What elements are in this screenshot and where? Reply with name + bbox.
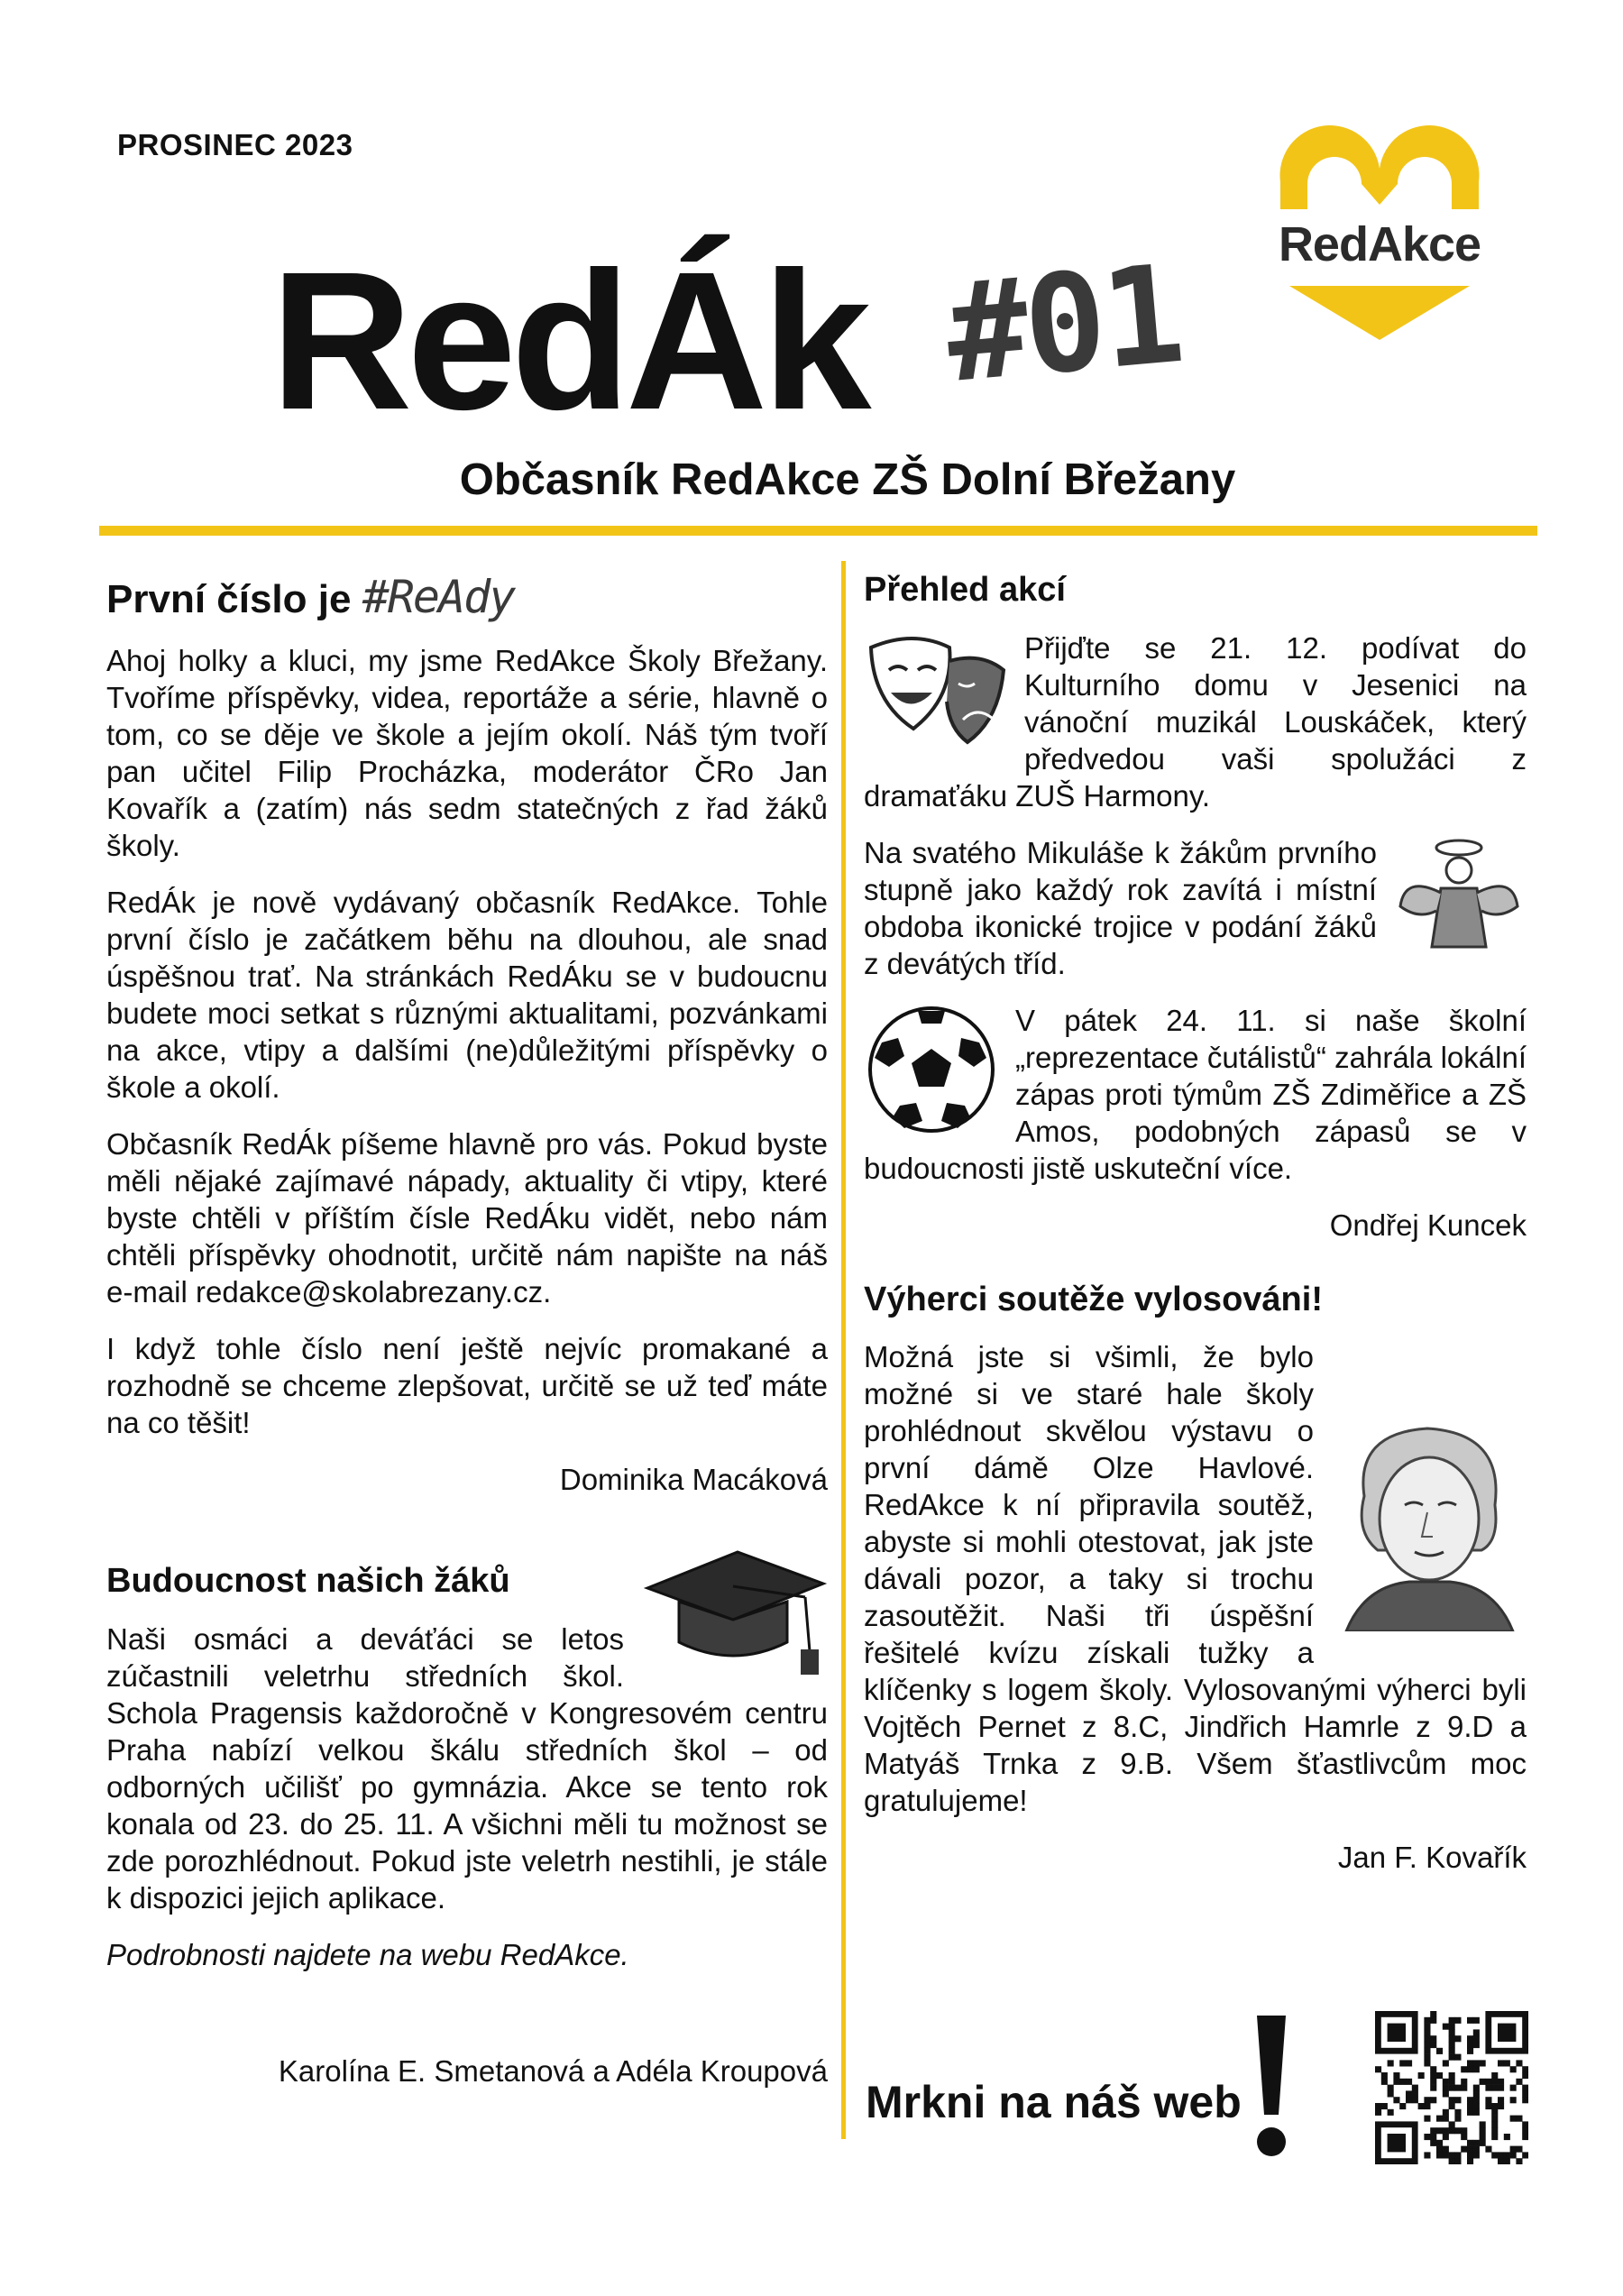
paragraph: Naši osmáci a deváťáci se letos zúčastnili veletrhu středních škol. Schola Pragensis každoročně v Kongresovém centru Praha nabízí velkou škálu středních škol – od odborných učilišť po gymnázia. Akce se tento rok konala od 23. do 25. 11. A všichni měli tu možnost se zde porozhlédnout. Pokud jste veletrh nestihli, je stále k dispozici jejich aplikace. xyxy=(106,1621,828,1915)
web-note: Podrobnosti najdete na webu RedAkce. xyxy=(106,1937,629,1971)
olga-havlova-portrait xyxy=(1328,1415,1527,1639)
ready-handwritten: #ReAdy xyxy=(362,571,515,623)
author-signature: Jan F. Kovařík xyxy=(1337,1841,1527,1875)
header-divider xyxy=(99,526,1537,536)
paragraph: Na svatého Mikuláše k žákům prvního stupně jako každý rok zavítá i místní obdoba ikonické trojice v podání žáků z devátých tříd. xyxy=(864,835,1377,980)
subtitle: Občasník RedAkce ZŠ Dolní Břežany xyxy=(459,455,1236,504)
paragraph: Občasník RedÁk píšeme hlavně pro vás. Pokud byste měli nějaké zajímavé nápady, aktuality či vtipy, které byste chtěli v příštím čísle RedÁku vidět, nebo nám chtěli příspěvky ohodnotit, určitě nám napište na náš e-mail redakce@skolabrezany.cz. xyxy=(106,1127,828,1309)
paragraph: Ahoj holky a kluci, my jsme RedAkce Školy Břežany. Tvoříme příspěvky, videa, reportáže a série, hlavně o tom, co se děje ve škole a jejím okolí. Náš tým tvoří pan učitel Filip Procházka, moderátor ČRo Jan Kovařík a (zatím) nás sedm statečných z řad žáků školy. xyxy=(106,644,828,862)
graduation-cap-icon xyxy=(638,1543,828,1686)
issue-number: #01 xyxy=(940,236,1187,413)
article-title-future: Budoucnost našich žáků xyxy=(106,1562,510,1600)
author-signature: Karolína E. Smetanová a Adéla Kroupová xyxy=(278,2053,828,2088)
author-signature: Dominika Macáková xyxy=(559,1463,828,1496)
author-signature: Ondřej Kuncek xyxy=(1329,1208,1527,1242)
redakce-logo xyxy=(1253,119,1506,354)
column-divider xyxy=(841,561,846,2139)
angel-icon xyxy=(1391,834,1527,969)
paragraph: RedÁk je nově vydávaný občasník RedAkce. Tohle první číslo je začátkem běhu na dlouhou, ale snad úspěšnou trať. Na stránkách RedÁku se v budoucnu budete moci setkat s různými aktualitami, pozvánkami na akce, vtipy a dalšími (ne)důležitými příspěvky o škole a okolí. xyxy=(106,886,828,1104)
paragraph: Možná jste si všimli, že bylo možné si ve staré hale školy prohlédnout skvělou výstavu o první dámě Olze Havlové. RedAkce k ní připravila soutěž, abyste si mohli otestovat, jak jste dávali pozor, a taky si trochu zasoutěžit. Naši tři úspěšní řešitelé kvízu získali tužky a klíčenky s logem školy. Vylosovanými výherci byli Vojtěch Pernet z 8.C, Jindřich Hamrle z 9.D a Matyáš Trnka z 9.B. Všem šťastlivcům moc gratulujeme! xyxy=(864,1340,1527,1818)
article-title-winners: Výherci soutěže vylosováni! xyxy=(864,1280,1323,1318)
paragraph: V pátek 24. 11. si naše školní „reprezentace čutálistů“ zahrála lokální zápas proti týmům ZŠ Zdiměřice a ZŠ Amos, podobných zápasů se v budoucnosti jistě uskuteční více. xyxy=(864,1003,1527,1185)
web-title: Mrkni na náš web xyxy=(866,2077,1242,2127)
paragraph: I když tohle číslo není ještě nejvíc promakané a rozhodně se chceme zlepšovat, určitě se už teď máte na co těšit! xyxy=(106,1332,828,1439)
right-column xyxy=(864,570,1527,1876)
exclamation-icon xyxy=(1244,2011,1298,2169)
web-promo xyxy=(866,1993,1533,2173)
left-column xyxy=(106,570,828,2089)
article-title-events: Přehled akcí xyxy=(864,571,1066,609)
football-icon xyxy=(864,1002,999,1145)
qr-code-icon[interactable] xyxy=(1375,2011,1528,2164)
paragraph: Přijďte se 21. 12. podívat do Kulturního domu v Jesenici na vánoční muzikál Louskáček, který předvedou vaši spolužáci z dramaťáku ZUŠ Harmony. xyxy=(864,630,1527,813)
masthead-title: RedÁk xyxy=(270,232,867,451)
logo-text: RedAkce xyxy=(1278,217,1481,271)
article-title-ready: První číslo je #ReAdy xyxy=(106,571,515,623)
theatre-masks-icon xyxy=(864,629,1008,759)
issue-date: PROSINEC 2023 xyxy=(117,128,353,161)
